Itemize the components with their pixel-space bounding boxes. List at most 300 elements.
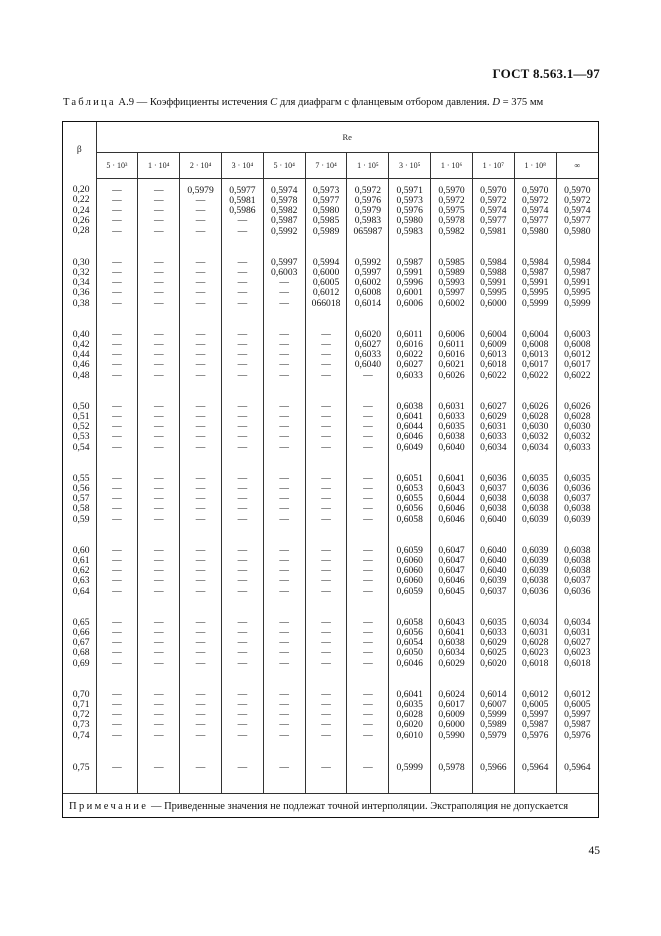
- coefficient-cell: [305, 251, 347, 323]
- beta-value: 0,55: [72, 472, 90, 484]
- coefficient-value: 0,6013: [522, 349, 549, 361]
- coefficient-value: 0,6056: [396, 503, 423, 515]
- coefficient-value: —: [321, 328, 331, 340]
- coefficient-value: 0,6038: [396, 400, 423, 412]
- coefficient-value: —: [153, 544, 164, 556]
- coefficient-cell: [263, 323, 305, 395]
- coefficient-value: 0,5999: [522, 297, 549, 309]
- coefficient-value: 0,6030: [564, 421, 591, 433]
- coefficient-value: —: [321, 719, 331, 731]
- coefficient-value: 0,6017: [522, 359, 549, 371]
- coefficient-cell: [305, 611, 347, 683]
- coefficient-value: —: [321, 482, 331, 494]
- coefficient-cell: [221, 251, 263, 323]
- coefficient-value: —: [363, 719, 373, 731]
- coefficient-value: 0,5984: [564, 256, 591, 268]
- coefficient-value: 0,6038: [522, 575, 549, 587]
- coefficient-cell: [347, 611, 389, 683]
- coefficient-value: 0,6030: [522, 421, 549, 433]
- coefficient-value: 0,6038: [480, 493, 507, 505]
- caption-text: А.9 — Коэффициенты истечения: [115, 97, 271, 108]
- coefficient-value: —: [279, 493, 290, 505]
- coefficient-value: —: [237, 657, 248, 669]
- table-row-group: [63, 323, 598, 395]
- coefficient-value: —: [195, 194, 206, 206]
- coefficient-cell: [180, 683, 222, 755]
- coefficient-value: 0,6037: [564, 575, 591, 587]
- coefficient-value: —: [195, 513, 206, 525]
- beta-value: 0,44: [72, 349, 90, 361]
- coefficient-value: —: [153, 575, 164, 587]
- coefficient-value: —: [363, 431, 373, 443]
- beta-value: 0,57: [72, 493, 90, 505]
- coefficient-value: 0,6020: [480, 657, 507, 669]
- coefficient-value: 0,6004: [522, 328, 549, 340]
- table-row-group: [63, 178, 598, 251]
- coefficient-value: —: [112, 359, 122, 371]
- coefficient-value: —: [153, 431, 164, 443]
- coefficient-value: —: [195, 575, 206, 587]
- coefficient-value: —: [279, 441, 290, 453]
- coefficient-value: —: [112, 194, 122, 206]
- coefficient-value: 0,6047: [438, 554, 465, 566]
- coefficient-cell: [305, 323, 347, 395]
- coefficient-value: —: [237, 225, 248, 237]
- coefficient-value: —: [153, 297, 164, 309]
- coefficient-cell: [431, 683, 473, 755]
- coefficient-value: —: [153, 719, 164, 731]
- coefficient-value: 0,6007: [480, 698, 507, 710]
- coefficient-value: 0,6009: [438, 709, 465, 721]
- coefficient-cell: [180, 755, 222, 793]
- coefficient-value: 0,6046: [396, 431, 423, 443]
- coefficient-value: 0,6059: [396, 585, 423, 597]
- coefficient-value: —: [363, 369, 373, 381]
- coefficient-value: —: [195, 266, 206, 278]
- coefficient-cell: [96, 395, 138, 467]
- coefficient-value: 0,6017: [438, 698, 465, 710]
- coefficient-value: —: [363, 513, 373, 525]
- coefficient-value: 0,5981: [229, 194, 256, 206]
- coefficient-value: 0,6003: [564, 328, 591, 340]
- coefficient-value: —: [237, 328, 248, 340]
- table-row-group: [63, 539, 598, 611]
- coefficient-value: —: [112, 493, 122, 505]
- coefficient-value: —: [237, 554, 248, 566]
- coefficient-value: 0,6038: [564, 544, 591, 556]
- coefficient-value: —: [279, 513, 290, 525]
- coefficient-value: 0,6055: [396, 493, 423, 505]
- coefficient-value: —: [237, 482, 248, 494]
- coefficient-value: —: [153, 585, 164, 597]
- coefficient-cell: [389, 251, 431, 323]
- coefficient-value: 0,6045: [438, 585, 465, 597]
- coefficient-value: —: [153, 349, 164, 361]
- coefficient-value: 0,5991: [564, 277, 591, 289]
- coefficient-value: 0,6043: [438, 482, 465, 494]
- coefficient-value: —: [112, 565, 122, 577]
- coefficient-cell: [96, 323, 138, 395]
- coefficient-value: —: [279, 709, 290, 721]
- coefficient-value: —: [153, 503, 164, 515]
- coefficient-cell: [431, 467, 473, 539]
- coefficient-value: —: [321, 369, 331, 381]
- coefficient-cell: [514, 755, 556, 793]
- coefficient-value: —: [279, 719, 290, 731]
- coefficient-value: —: [279, 698, 290, 710]
- coefficient-cell: [96, 178, 138, 251]
- coefficient-value: —: [237, 626, 248, 638]
- coefficient-value: 0,5980: [564, 225, 591, 237]
- coefficient-value: —: [363, 729, 373, 741]
- coefficient-value: —: [279, 554, 290, 566]
- coefficient-value: —: [153, 493, 164, 505]
- coefficient-value: —: [195, 472, 206, 484]
- coefficient-value: 0,6028: [522, 637, 549, 649]
- coefficient-value: —: [153, 647, 164, 659]
- coefficient-value: —: [321, 441, 331, 453]
- coefficient-value: —: [153, 554, 164, 566]
- beta-value: 0,30: [72, 256, 90, 268]
- coefficient-value: 0,6012: [564, 688, 591, 700]
- coefficient-value: 0,5990: [438, 729, 465, 741]
- coefficient-value: 0,6038: [438, 637, 465, 649]
- coefficient-value: —: [153, 637, 164, 649]
- coefficient-value: —: [237, 215, 248, 227]
- note-text: — Приведенные значения не подлежат точной интерполяции. Экстраполяция не допускается: [148, 800, 569, 812]
- coefficient-value: 0,5974: [480, 205, 507, 217]
- coefficient-cell: [263, 539, 305, 611]
- coefficient-value: 0,6035: [438, 421, 465, 433]
- beta-value: 0,66: [72, 626, 90, 638]
- beta-value: 0,48: [72, 369, 90, 381]
- coefficient-cell: [180, 395, 222, 467]
- coefficient-value: 0,5989: [480, 719, 507, 731]
- coefficient-value: —: [153, 205, 164, 217]
- coefficient-value: —: [153, 565, 164, 577]
- beta-value: 0,32: [72, 266, 90, 278]
- coefficient-value: 0,6040: [480, 554, 507, 566]
- coefficient-value: —: [363, 626, 373, 638]
- coefficient-value: —: [153, 421, 164, 433]
- coefficient-cell: [263, 251, 305, 323]
- coefficient-cell: [221, 178, 263, 251]
- coefficient-value: —: [363, 503, 373, 515]
- re-column-header: 1 · 10⁸: [514, 153, 556, 178]
- coefficient-value: 0,6034: [438, 647, 465, 659]
- coefficient-cell: [389, 467, 431, 539]
- coefficient-value: —: [195, 277, 206, 289]
- coefficient-value: —: [321, 637, 331, 649]
- coefficient-value: —: [112, 421, 122, 433]
- coefficient-value: 0,6031: [522, 626, 549, 638]
- coefficient-value: —: [153, 513, 164, 525]
- coefficient-value: 0,6006: [396, 297, 423, 309]
- coefficient-value: —: [195, 709, 206, 721]
- coefficient-cell: [514, 539, 556, 611]
- coefficient-value: 0,6034: [522, 441, 549, 453]
- coefficient-value: 0,6033: [438, 410, 465, 422]
- coefficient-value: 0,6047: [438, 565, 465, 577]
- beta-values: [63, 467, 96, 539]
- coefficient-cell: [556, 467, 598, 539]
- coefficient-value: —: [279, 400, 290, 412]
- coefficient-cell: [556, 611, 598, 683]
- coefficient-value: 0,6032: [564, 431, 591, 443]
- coefficient-value: —: [237, 761, 248, 773]
- coefficient-value: —: [279, 297, 290, 309]
- re-column-header: 1 · 10⁵: [347, 153, 389, 178]
- coefficient-cell: [263, 395, 305, 467]
- beta-value: 0,75: [72, 761, 90, 773]
- coefficient-value: 0,6035: [396, 698, 423, 710]
- coefficient-value: 0,6040: [480, 544, 507, 556]
- coefficient-value: 0,6009: [480, 338, 507, 350]
- coefficient-value: 0,6041: [438, 626, 465, 638]
- table-row-group: [63, 467, 598, 539]
- coefficient-value: 0,5987: [271, 215, 298, 227]
- coefficient-value: —: [321, 544, 331, 556]
- coefficient-value: 0,6041: [396, 688, 423, 700]
- coefficient-value: 0,5997: [564, 709, 591, 721]
- re-column-header: 7 · 10⁴: [305, 153, 347, 178]
- coefficient-value: 0,6011: [396, 328, 423, 340]
- coefficient-value: 0,6018: [522, 657, 549, 669]
- coefficient-value: —: [237, 421, 248, 433]
- coefficient-value: 0,5966: [480, 761, 507, 773]
- coefficient-cell: [138, 611, 180, 683]
- coefficient-value: 0,5977: [229, 184, 256, 196]
- coefficient-value: —: [363, 761, 373, 773]
- coefficient-cell: [472, 395, 514, 467]
- coefficient-value: 0,6040: [480, 513, 507, 525]
- coefficient-value: —: [112, 328, 122, 340]
- coefficient-value: 0,5989: [312, 225, 340, 237]
- coefficient-value: —: [153, 194, 164, 206]
- coefficient-value: 0,5974: [271, 184, 298, 196]
- coefficient-cell: [431, 251, 473, 323]
- coefficient-cell: [472, 683, 514, 755]
- coefficient-cell: [347, 323, 389, 395]
- coefficient-value: —: [279, 328, 290, 340]
- beta-value: 0,34: [72, 277, 90, 289]
- coefficient-value: 0,6027: [354, 338, 382, 350]
- coefficient-value: —: [279, 287, 290, 299]
- coefficient-value: 0,5992: [354, 256, 382, 268]
- coefficient-value: —: [195, 647, 206, 659]
- coefficient-value: 0,5974: [522, 205, 549, 217]
- coefficient-value: —: [279, 277, 290, 289]
- coefficient-value: 0,5980: [396, 215, 423, 227]
- coefficient-value: 0,5972: [438, 194, 465, 206]
- coefficient-value: 0,6022: [396, 349, 423, 361]
- coefficient-value: 0,5985: [438, 256, 465, 268]
- coefficient-value: —: [112, 349, 122, 361]
- coefficient-value: 0,6038: [438, 431, 465, 443]
- coefficient-value: —: [153, 256, 164, 268]
- coefficient-value: —: [321, 493, 331, 505]
- coefficient-value: 0,6012: [312, 287, 340, 299]
- coefficient-value: 0,5995: [480, 287, 507, 299]
- coefficient-value: 0,5982: [438, 225, 465, 237]
- coefficient-value: 0,5994: [312, 256, 340, 268]
- coefficient-value: —: [195, 328, 206, 340]
- coefficient-value: —: [321, 472, 331, 484]
- coefficient-value: 0,6029: [480, 410, 507, 422]
- coefficient-cell: [138, 323, 180, 395]
- beta-value: 0,59: [72, 513, 90, 525]
- coefficient-cell: [221, 395, 263, 467]
- coefficient-cell: [347, 251, 389, 323]
- beta-value: 0,36: [72, 287, 90, 299]
- coefficient-value: 0,6031: [480, 421, 507, 433]
- coefficient-value: —: [195, 616, 206, 628]
- coefficient-value: 065987: [353, 225, 383, 237]
- coefficient-cell: [305, 178, 347, 251]
- coefficient-value: —: [112, 626, 122, 638]
- coefficient-value: —: [363, 544, 373, 556]
- coefficient-cell: [472, 755, 514, 793]
- coefficient-cell: [138, 683, 180, 755]
- coefficient-value: 0,6017: [564, 359, 591, 371]
- table-caption: [63, 97, 603, 108]
- coefficient-value: 0,5964: [564, 761, 591, 773]
- coefficient-cell: [556, 755, 598, 793]
- coefficient-value: 0,5991: [522, 277, 549, 289]
- coefficient-value: —: [279, 761, 290, 773]
- coefficient-value: —: [363, 441, 373, 453]
- coefficient-cell: [96, 467, 138, 539]
- coefficient-value: —: [279, 338, 290, 350]
- coefficient-cell: [431, 539, 473, 611]
- coefficient-value: —: [237, 544, 248, 556]
- coefficient-value: —: [112, 225, 122, 237]
- beta-value: 0,68: [72, 647, 90, 659]
- coefficient-value: —: [363, 421, 373, 433]
- coefficient-cell: [263, 467, 305, 539]
- coefficient-value: 0,6023: [522, 647, 549, 659]
- coefficient-cell: [347, 467, 389, 539]
- coefficient-cell: [514, 467, 556, 539]
- coefficient-cell: [347, 755, 389, 793]
- coefficient-value: —: [363, 616, 373, 628]
- coefficient-cell: [305, 467, 347, 539]
- caption-label: Таблица: [63, 97, 116, 108]
- coefficient-value: —: [363, 482, 373, 494]
- re-column-header: 1 · 10⁴: [138, 153, 180, 178]
- coefficient-value: 0,6043: [438, 616, 465, 628]
- coefficient-value: —: [321, 761, 331, 773]
- coefficient-value: —: [153, 472, 164, 484]
- coefficient-value: 0,6011: [438, 338, 465, 350]
- coefficient-value: —: [321, 338, 331, 350]
- table-row-group: [63, 395, 598, 467]
- coefficient-cell: [431, 323, 473, 395]
- coefficient-value: —: [321, 359, 331, 371]
- coefficient-value: —: [153, 410, 164, 422]
- coefficient-value: 0,5987: [564, 719, 591, 731]
- coefficient-value: —: [363, 400, 373, 412]
- coefficient-cell: [96, 611, 138, 683]
- coefficient-value: 0,6029: [480, 637, 507, 649]
- coefficient-cell: [138, 178, 180, 251]
- beta-value: 0,28: [72, 225, 90, 237]
- coefficient-value: —: [112, 709, 122, 721]
- coefficient-value: —: [112, 729, 122, 741]
- coefficient-value: —: [112, 698, 122, 710]
- coefficient-value: 0,6008: [522, 338, 549, 350]
- coefficient-value: —: [237, 637, 248, 649]
- coefficient-cell: [431, 395, 473, 467]
- coefficient-value: 0,6027: [480, 400, 507, 412]
- coefficient-value: 0,5997: [271, 256, 298, 268]
- beta-value: 0,46: [72, 359, 90, 371]
- coefficient-value: 0,6000: [480, 297, 507, 309]
- coefficient-value: 0,6053: [396, 482, 423, 494]
- reynolds-header: Re: [96, 122, 598, 153]
- coefficient-value: 0,6002: [438, 297, 465, 309]
- coefficient-value: 0,5973: [312, 184, 340, 196]
- coefficient-value: —: [195, 431, 206, 443]
- coefficient-value: —: [112, 647, 122, 659]
- coefficient-value: 0,5983: [396, 225, 423, 237]
- coefficient-value: —: [321, 616, 331, 628]
- coefficient-value: —: [153, 698, 164, 710]
- coefficient-value: —: [112, 554, 122, 566]
- coefficient-value: —: [195, 565, 206, 577]
- beta-value: 0,67: [72, 637, 90, 649]
- coefficient-value: 0,6051: [396, 472, 423, 484]
- beta-values: [63, 323, 96, 395]
- coefficient-value: 0,5977: [522, 215, 549, 227]
- coefficient-value: 0,6020: [396, 719, 423, 731]
- coefficient-value: —: [321, 626, 331, 638]
- standard-header: ГОСТ 8.563.1—97: [492, 66, 600, 81]
- coefficient-value: 0,5976: [522, 729, 549, 741]
- coefficient-cell: [472, 323, 514, 395]
- coefficient-value: —: [279, 410, 290, 422]
- coefficient-cell: [180, 539, 222, 611]
- coefficient-value: —: [153, 277, 164, 289]
- beta-value: 0,53: [72, 431, 90, 443]
- coefficient-value: —: [363, 575, 373, 587]
- coefficient-cell: [263, 683, 305, 755]
- coefficient-value: 0,5987: [522, 266, 549, 278]
- coefficient-value: 0,6056: [396, 626, 423, 638]
- coefficient-value: 0,5980: [522, 225, 549, 237]
- re-column-header: 1 · 10⁷: [472, 153, 514, 178]
- re-column-header: ∞: [556, 153, 598, 178]
- coefficient-cell: [180, 323, 222, 395]
- coefficient-value: 0,5979: [480, 729, 507, 741]
- coefficient-value: 0,6035: [522, 472, 549, 484]
- coefficient-cell: [347, 539, 389, 611]
- coefficient-value: —: [321, 585, 331, 597]
- coefficient-value: —: [112, 266, 122, 278]
- coefficient-value: —: [237, 369, 248, 381]
- coefficient-cell: [263, 755, 305, 793]
- coefficient-value: —: [112, 482, 122, 494]
- coefficient-value: 0,6034: [480, 441, 507, 453]
- coefficient-value: 0,5976: [354, 194, 382, 206]
- coefficient-value: 0,6040: [354, 359, 382, 371]
- coefficient-value: 0,5982: [271, 205, 298, 217]
- coefficient-cell: [389, 323, 431, 395]
- coefficient-value: —: [321, 503, 331, 515]
- coefficient-value: 0,6033: [564, 441, 591, 453]
- coefficient-value: 0,5991: [480, 277, 507, 289]
- coefficient-value: —: [195, 421, 206, 433]
